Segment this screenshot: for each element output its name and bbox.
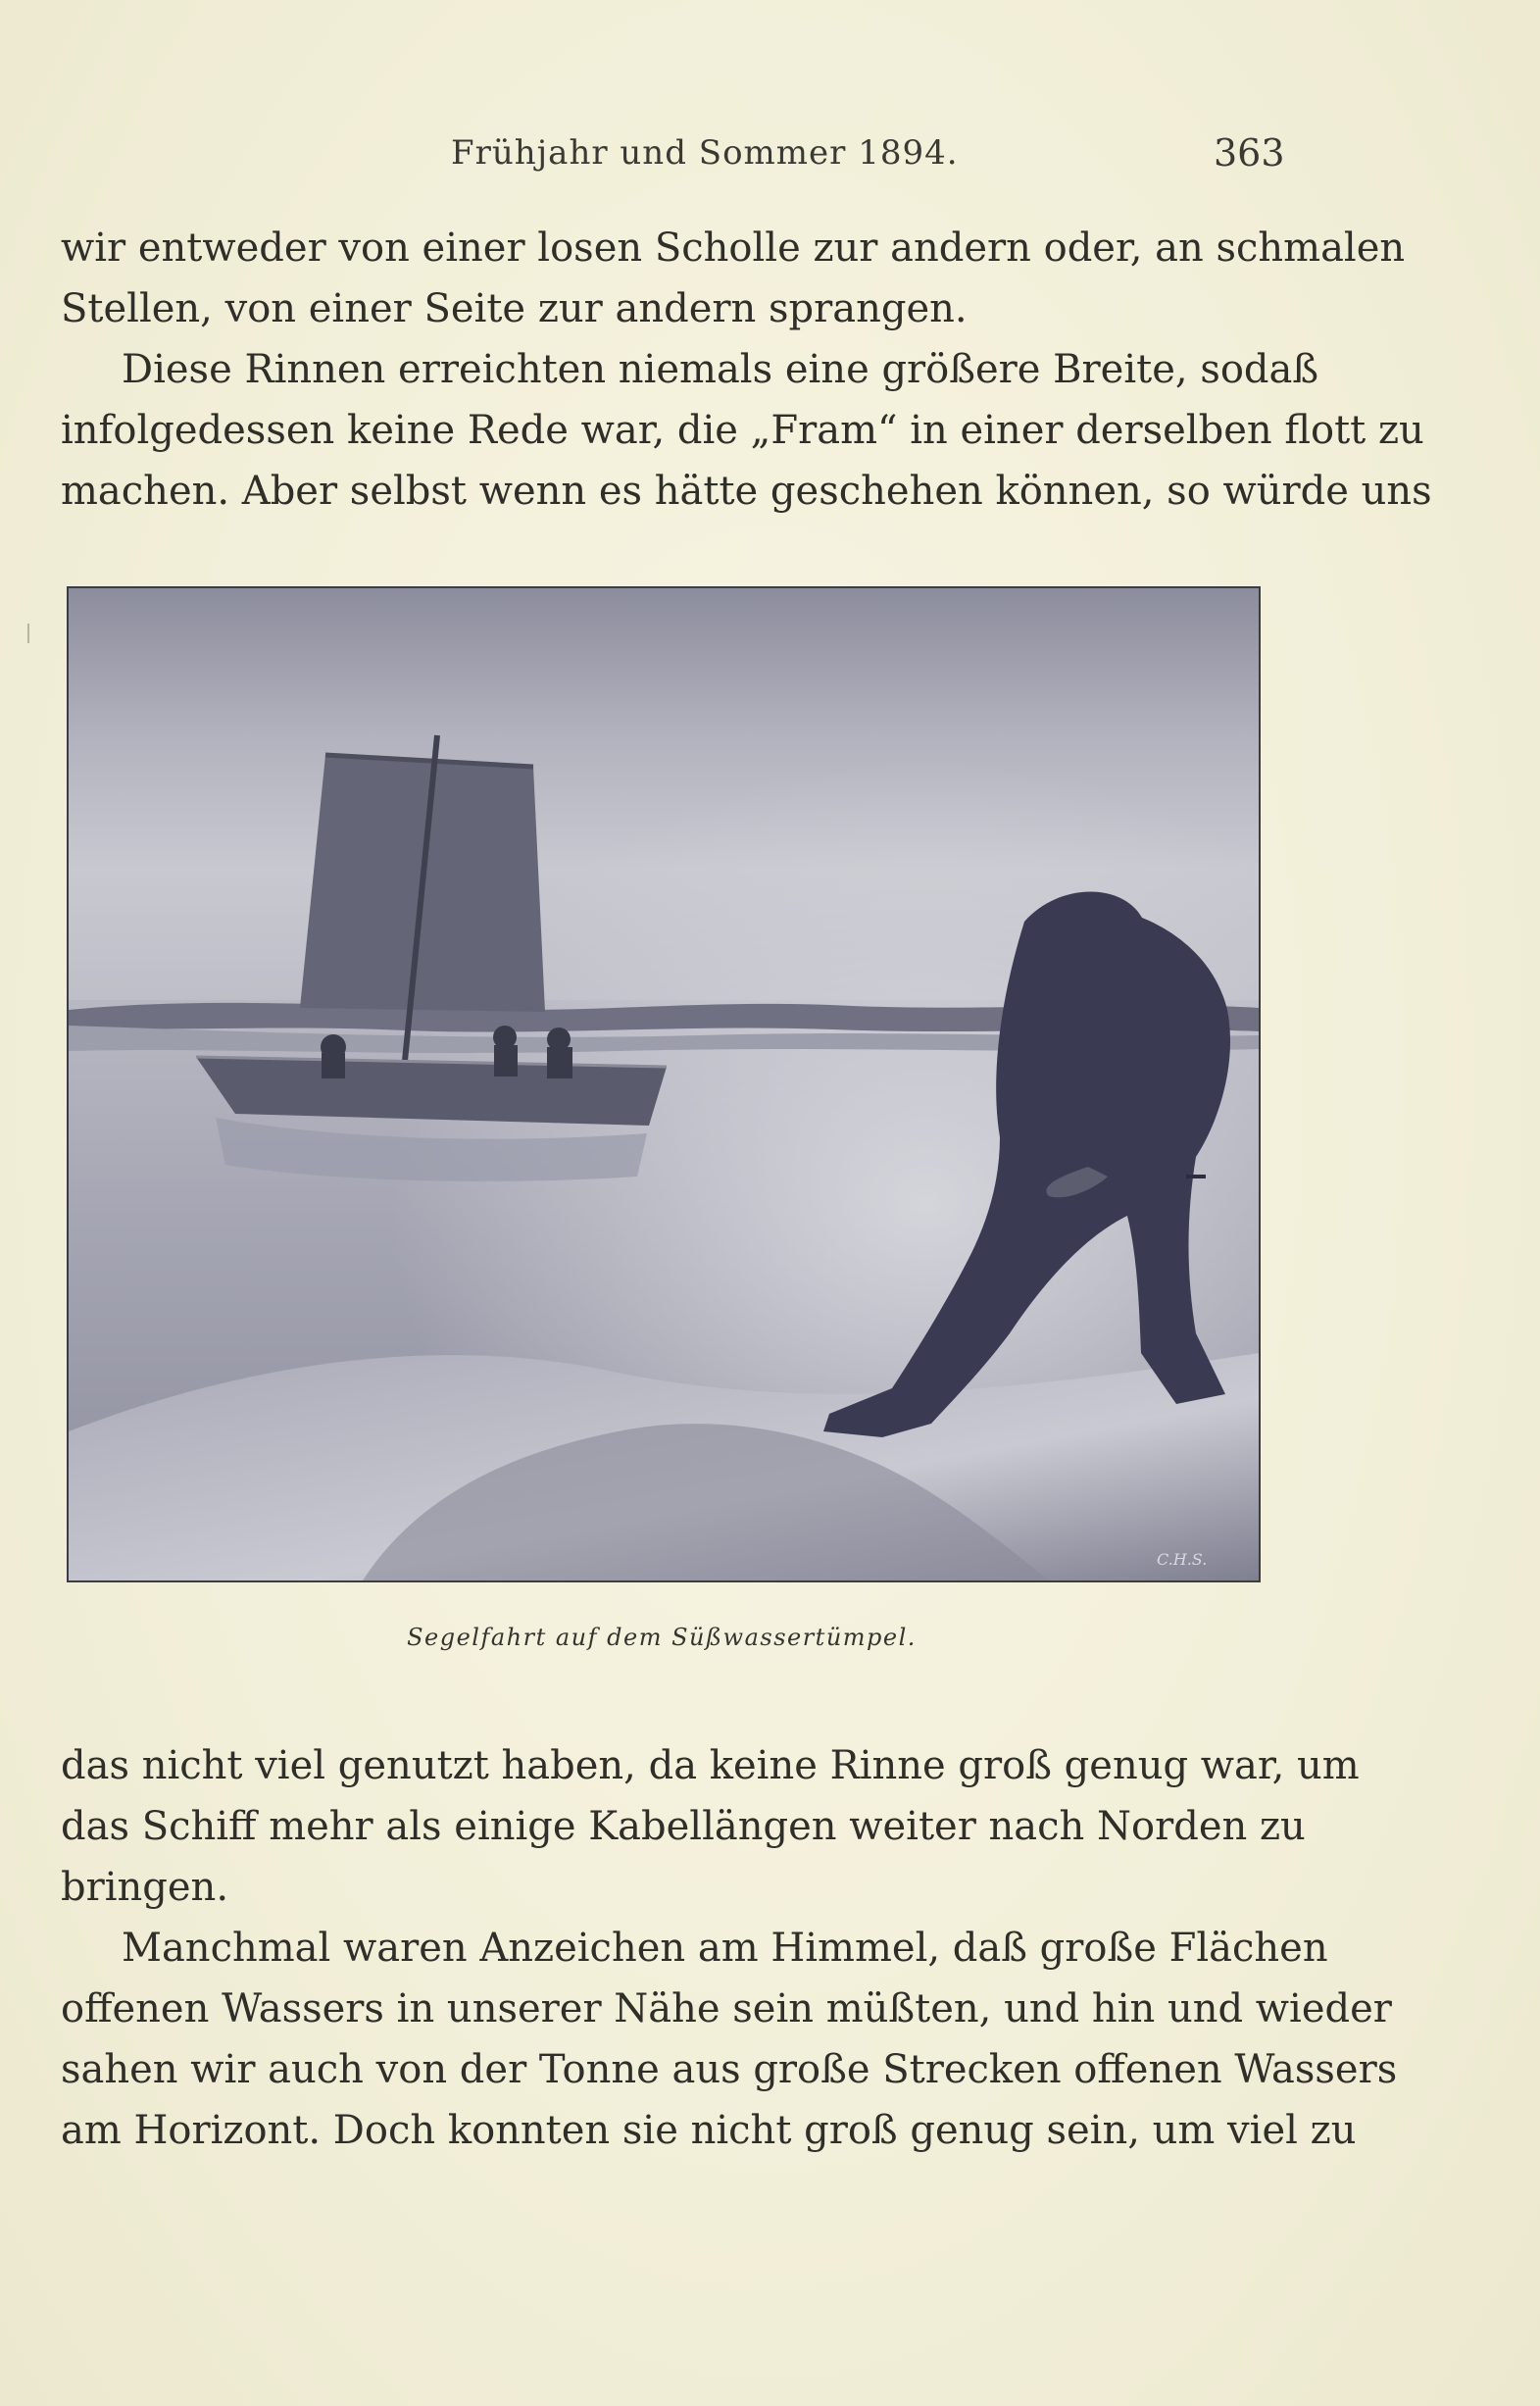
text-line: bringen. [61,1865,229,1910]
paragraph-1 [61,218,1406,339]
text-line: Stellen, von einer Seite zur andern sprangen. [61,286,968,331]
text-line: offenen Wassers in unserer Nähe sein müßten, und hin und wieder [61,1986,1392,2031]
text-line: sahen wir auch von der Tonne aus große Strecken offenen Wassers [61,2047,1398,2092]
paragraph-4 [61,1918,1398,2161]
text-line: das Schiff mehr als einige Kabellängen weiter nach Norden zu [61,1804,1306,1849]
text-line: infolgedessen keine Rede war, die „Fram“ in einer derselben flott zu [61,408,1424,453]
photo-illustration [67,586,1261,1582]
paragraph-3 [61,1735,1360,1918]
text-line: Diese Rinnen erreichten niemals eine größere Breite, sodaß [122,347,1319,392]
margin-mark [27,624,29,643]
engraver-mark: C.H.S. [1157,1550,1208,1569]
figure-caption: Segelfahrt auf dem Süßwassertümpel. [407,1624,917,1651]
paragraph-2 [61,339,1432,522]
photo-sailing-scene [69,588,1259,1580]
text-line: Manchmal waren Anzeichen am Himmel, daß große Flächen [122,1926,1328,1971]
text-line: das nicht viel genutzt haben, da keine Rinne groß genug war, um [61,1743,1360,1788]
text-line: wir entweder von einer losen Scholle zur andern oder, an schmalen [61,226,1406,271]
page-number: 363 [1214,131,1285,175]
text-line: machen. Aber selbst wenn es hätte geschehen können, so würde uns [61,469,1432,514]
running-head: Frühjahr und Sommer 1894. [451,133,959,173]
text-line: am Horizont. Doch konnten sie nicht groß genug sein, um viel zu [61,2108,1357,2153]
